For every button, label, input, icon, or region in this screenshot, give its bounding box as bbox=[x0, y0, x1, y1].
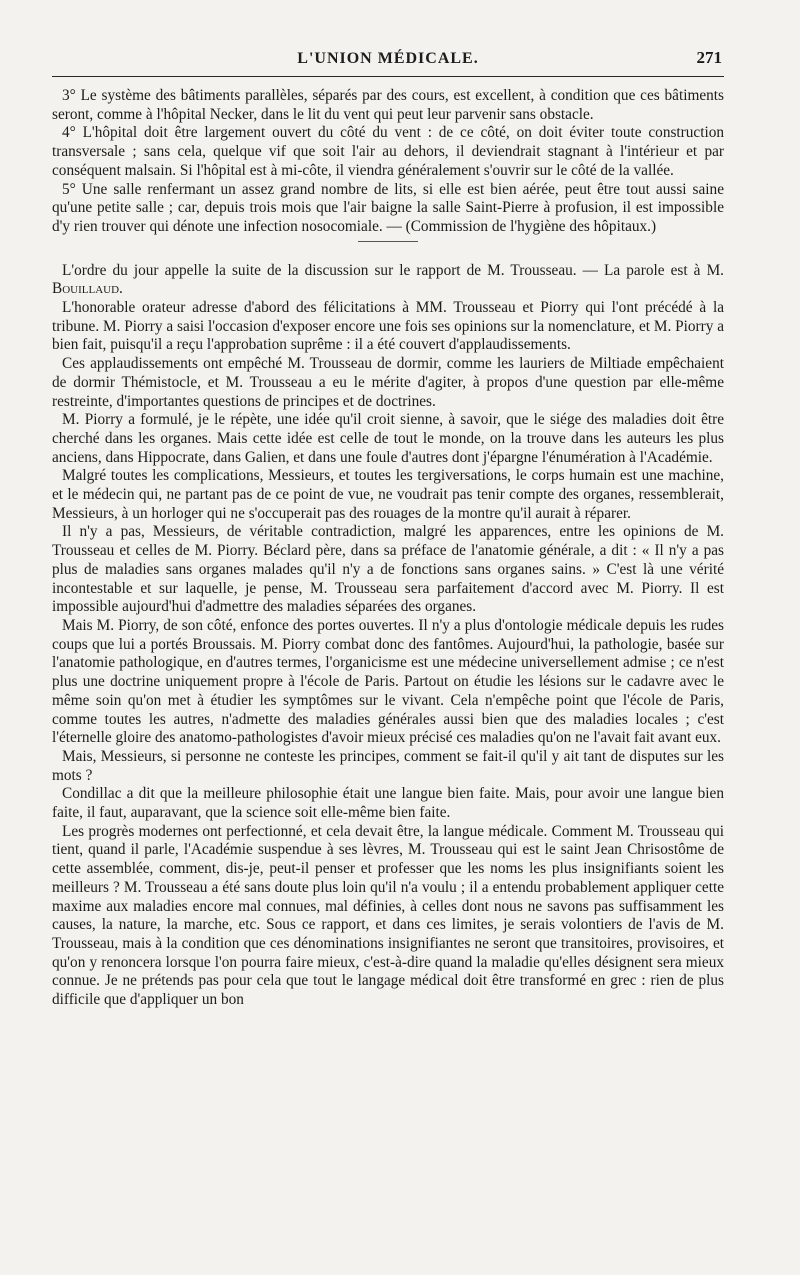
paragraph-text: . bbox=[119, 280, 123, 298]
page-header bbox=[52, 44, 724, 77]
running-title: L'UNION MÉDICALE. bbox=[297, 50, 479, 67]
paragraph: 3° Le système des bâtiments parallèles, séparés par des cours, est excellent, à condition que ces bâtiments seront, comme à l'hôpital Necker, dans le lit du vent qui peut leur parvenir sans obstacle. bbox=[52, 87, 724, 123]
paragraph: Les progrès modernes ont perfectionné, et cela devait être, la langue médicale. Comment M. Trousseau qui tient, quand il parle, l'Académie suspendue à ses lèvres, M. Trousseau qui est le saint Jean Chrisostôme de cette assemblée, comment, dis-je, peut-il penser et professer que les noms les plus insignifiants soient les meilleurs ? M. Trousseau a été sans doute plus loin qu'il n'a voulu ; il a entendu probablement appliquer cette maxime aux maladies encore mal connues, mal définies, à celles dont nous ne savons pas suffisamment les causes, la nature, la marche, etc. Sous ce rapport, et dans ces limites, je serais volontiers de l'avis de M. Trousseau, mais à la condition que ces dénominations insignifiantes ne seront que transitoires, provisoires, et qu'on y renoncera lorsque l'on pourra faire mieux, c'est-à-dire quand la maladie qu'elles désignent sera mieux connue. Je ne prétends pas pour cela que tout le langage médical doit être transformé en grec : rien de plus difficile que d'appliquer un bon bbox=[52, 822, 724, 1009]
article-body bbox=[52, 87, 724, 1010]
paragraph: Mais, Messieurs, si personne ne conteste les principes, comment se fait-il qu'il y ait tant de disputes sur les mots ? bbox=[52, 747, 724, 784]
paragraph: 4° L'hôpital doit être largement ouvert du côté du vent : de ce côté, on doit éviter toute construction transversale ; sans cela, quelque vif que soit l'air au dehors, il deviendrait stagnant à l'intérieur et par conséquent malsain. Si l'hôpital est à mi-côte, il viendra généralement s'ouvrir sur le côté de la vallée. bbox=[52, 124, 724, 179]
spacer bbox=[52, 248, 724, 262]
paragraph: M. Piorry a formulé, je le répète, une idée qu'il croit sienne, à savoir, que le siége des maladies doit être cherché dans les organes. Mais cette idée est celle de tout le monde, on la trouve dans les auteurs les plus anciens, dans Hippocrate, dans Galien, et dans une foule d'autres dont j'épargne l'énumération à l'Académie. bbox=[52, 411, 724, 466]
section-divider bbox=[358, 241, 418, 242]
paragraph: Malgré toutes les complications, Messieurs, et toutes les tergiversations, le corps humain est une machine, et le médecin qui, ne partant pas de ce point de vue, ne voudrait pas tenir compte des organes, ressemblerait, Messieurs, à un horloger qui ne s'occuperait pas des rouages de la montre qu'il aurait à réparer. bbox=[52, 467, 724, 522]
paragraph-text: L'ordre du jour appelle la suite de la discussion sur le rapport de M. Trousseau. — La parole est à M. bbox=[62, 261, 724, 279]
paragraph: Condillac a dit que la meilleure philosophie était une langue bien faite. Mais, pour avoir une langue bien faite, il faut, auparavant, que la science soit elle-même bien faite. bbox=[52, 785, 724, 822]
paragraph: 5° Une salle renfermant un assez grand nombre de lits, si elle est bien aérée, peut être tout aussi saine qu'une petite salle ; car, depuis trois mois que l'air baigne la salle Saint-Pierre à profusion, il est impossible d'y rien trouver qui dénote une infection nosocomiale. — (Commission de l'hygiène des hôpitaux.) bbox=[52, 180, 724, 235]
session-order-paragraph bbox=[52, 262, 724, 299]
paragraph: L'honorable orateur adresse d'abord des félicitations à MM. Trousseau et Piorry qui l'ont précédé à la tribune. M. Piorry a saisi l'occasion d'exposer encore une fois ses opinions sur la nomenclature, et M. Piorry a bien fait, puisqu'il a reçu l'approbation suprême : il a été couvert d'applaudissements. bbox=[52, 299, 724, 354]
paragraph: Mais M. Piorry, de son côté, enfonce des portes ouvertes. Il n'y a plus d'ontologie médicale depuis les rudes coups que lui a portés Broussais. M. Piorry combat donc des fantômes. Aujourd'hui, la pathologie, basée sur l'anatomie pathologique, en d'autres termes, l'organicisme est une médecine universellement admise ; ce n'est plus une doctrine uniquement propre à l'école de Paris. Partout on étudie les lésions sur le cadavre avec le même soin qu'on met à étudier les symptômes sur le vivant. Cela n'empêche point que l'école de Paris, comme toutes les autres, n'admette des maladies générales aussi bien que des maladies locales ; c'est l'éternelle gloire des anatomo-pathologistes d'avoir mieux précisé ces maladies qu'on ne l'avait fait avant eux. bbox=[52, 616, 724, 747]
paragraph: Ces applaudissements ont empêché M. Trousseau de dormir, comme les lauriers de Miltiade empêchaient de dormir Thémistocle, et M. Trousseau a eu le mérite d'agiter, à propos d'une question par elle-même restreinte, d'importantes questions de principes et de doctrines. bbox=[52, 355, 724, 410]
paragraph: Il n'y a pas, Messieurs, de véritable contradiction, malgré les apparences, entre les opinions de M. Trousseau et celles de M. Piorry. Béclard père, dans sa préface de l'anatomie générale, a dit : « Il n'y a pas plus de maladies sans organes malades qu'il n'y a de fonctions sans organes sains. » C'est là une vérité incontestable et sur laquelle, je pense, M. Trousseau sera parfaitement d'accord avec M. Piorry. Il est impossible aujourd'hui d'admettre des maladies séparées des organes. bbox=[52, 523, 724, 616]
page-number: 271 bbox=[696, 48, 722, 67]
speaker-name: Bouillaud bbox=[52, 280, 120, 298]
